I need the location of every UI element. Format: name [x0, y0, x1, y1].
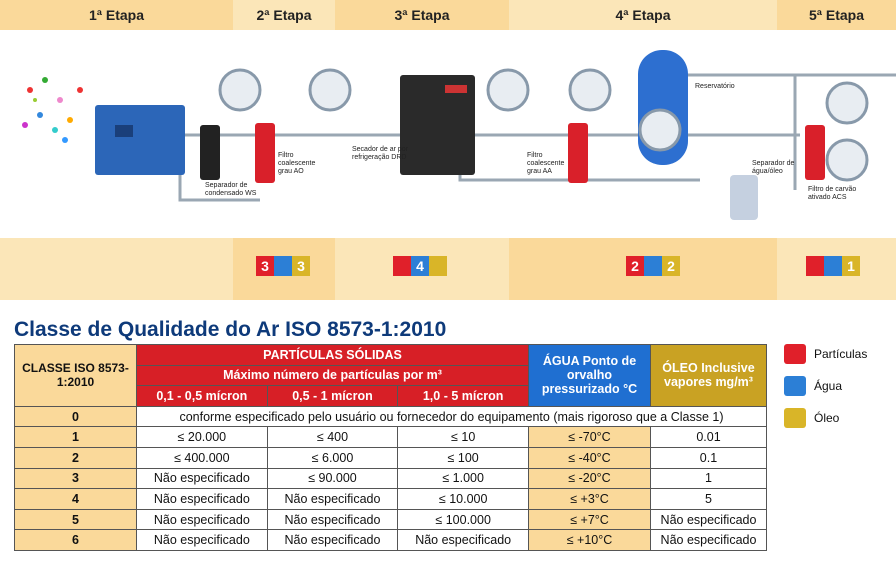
particle-cloud: [22, 77, 83, 143]
table-row: [15, 468, 767, 489]
label-oil-separator: Separador de água/óleo: [752, 160, 795, 175]
table-cell: Não especificado: [267, 509, 398, 530]
stage-header: [0, 0, 896, 30]
table-cell: Não especificado: [137, 509, 268, 530]
header-range-2: 0,5 - 1 mícron: [267, 386, 398, 407]
label-filter-ao: Filtro coalescente grau AO: [278, 152, 316, 175]
stage-4: 4ª Etapa: [509, 0, 777, 30]
table-row: 0 conforme especificado pelo usuário ou fornecedor do equipamento (mais rigoroso que a Classe 1): [15, 406, 767, 427]
table-cell: ≤ 400.000: [137, 447, 268, 468]
legend-water: [784, 376, 842, 396]
stage-2: 2ª Etapa: [233, 0, 335, 30]
legend-label: Água: [814, 379, 843, 393]
table-row: [15, 509, 767, 530]
table-cell: ≤ -20°C: [529, 468, 651, 489]
code-water: [824, 256, 842, 276]
stage-1: 1ª Etapa: [0, 0, 233, 30]
code-water: [644, 256, 662, 276]
class-cell: 3: [15, 468, 137, 489]
table-cell: Não especificado: [651, 530, 767, 551]
pipe-lines: [180, 75, 896, 200]
table-cell: ≤ 400: [267, 427, 398, 448]
table-cell: ≤ 10: [398, 427, 529, 448]
table-cell: 1: [651, 468, 767, 489]
header-range-3: 1,0 - 5 mícron: [398, 386, 529, 407]
header-water: ÁGUA Ponto de orvalho pressurizado °C: [529, 345, 651, 407]
table-cell: Não especificado: [651, 509, 767, 530]
filter-ao: [255, 123, 275, 183]
legend-label: Óleo: [814, 411, 840, 425]
codes-stage-3: [393, 256, 447, 276]
header-particles: PARTÍCULAS SÓLIDAS: [137, 345, 529, 366]
row-0-text: conforme especificado pelo usuário ou fornecedor do equipamento (mais rigoroso que a Classe 1): [137, 406, 767, 427]
codes-stage-2: [256, 256, 310, 276]
table-cell: ≤ -40°C: [529, 447, 651, 468]
class-cell: 6: [15, 530, 137, 551]
class-cell: 5: [15, 509, 137, 530]
header-particles-sub: Máximo número de partículas por m³: [137, 365, 529, 386]
water-swatch: [784, 376, 806, 396]
table-cell: ≤ -70°C: [529, 427, 651, 448]
code-oil: 1: [842, 256, 860, 276]
quality-table: [14, 344, 767, 551]
class-cell: 2: [15, 447, 137, 468]
carbon-filter: [805, 125, 825, 180]
table-cell: ≤ 10.000: [398, 489, 529, 510]
oil-separator: [730, 175, 758, 220]
label-filter-aa: Filtro coalescente grau AA: [527, 152, 565, 175]
table-cell: ≤ 1.000: [398, 468, 529, 489]
code-particles: 2: [626, 256, 644, 276]
table-cell: Não especificado: [398, 530, 529, 551]
label-dryer: Secador de ar por refrigeração DRD: [352, 146, 409, 161]
table-cell: 0.1: [651, 447, 767, 468]
table-cell: ≤ +3°C: [529, 489, 651, 510]
table-cell: 0.01: [651, 427, 767, 448]
code-particles: [393, 256, 411, 276]
table-cell: ≤ +10°C: [529, 530, 651, 551]
table-cell: Não especificado: [267, 530, 398, 551]
code-water: 4: [411, 256, 429, 276]
code-band: [0, 238, 896, 300]
particles-swatch: [784, 344, 806, 364]
class-cell: 1: [15, 427, 137, 448]
compressor: [95, 105, 185, 175]
table-cell: Não especificado: [137, 468, 268, 489]
header-range-1: 0,1 - 0,5 mícron: [137, 386, 268, 407]
table-cell: ≤ 100.000: [398, 509, 529, 530]
code-particles: 3: [256, 256, 274, 276]
table-cell: Não especificado: [267, 489, 398, 510]
legend-particles: [784, 344, 867, 364]
class-cell: 4: [15, 489, 137, 510]
codes-stage-4: [626, 256, 680, 276]
stage-5: 5ª Etapa: [777, 0, 896, 30]
table-cell: ≤ 90.000: [267, 468, 398, 489]
table-cell: 5: [651, 489, 767, 510]
codes-stage-5: [806, 256, 860, 276]
stage-3: 3ª Etapa: [335, 0, 509, 30]
header-class: CLASSE ISO 8573-1:2010: [15, 345, 137, 407]
oil-swatch: [784, 408, 806, 428]
code-oil: [429, 256, 447, 276]
legend-oil: [784, 408, 839, 428]
table-cell: ≤ +7°C: [529, 509, 651, 530]
separator-ws: [200, 125, 220, 180]
code-particles: [806, 256, 824, 276]
label-separator: Separador de condensado WS: [205, 182, 257, 197]
table-cell: Não especificado: [137, 530, 268, 551]
legend-label: Partículas: [814, 347, 868, 361]
page-title: Classe de Qualidade do Ar ISO 8573-1:2010: [14, 318, 447, 341]
header-oil: ÓLEO Inclusive vapores mg/m³: [651, 345, 767, 407]
table-row: [15, 530, 767, 551]
label-carbon-filter: Filtro de carvão ativado ACS: [808, 186, 857, 201]
table-cell: Não especificado: [137, 489, 268, 510]
table-cell: ≤ 6.000: [267, 447, 398, 468]
table-row: [15, 427, 767, 448]
table-row: [15, 489, 767, 510]
code-water: [274, 256, 292, 276]
table-cell: ≤ 20.000: [137, 427, 268, 448]
code-oil: 2: [662, 256, 680, 276]
process-diagram: [0, 30, 896, 238]
code-oil: 3: [292, 256, 310, 276]
table-row: [15, 447, 767, 468]
table-cell: ≤ 100: [398, 447, 529, 468]
label-reservoir: Reservatório: [695, 83, 735, 90]
